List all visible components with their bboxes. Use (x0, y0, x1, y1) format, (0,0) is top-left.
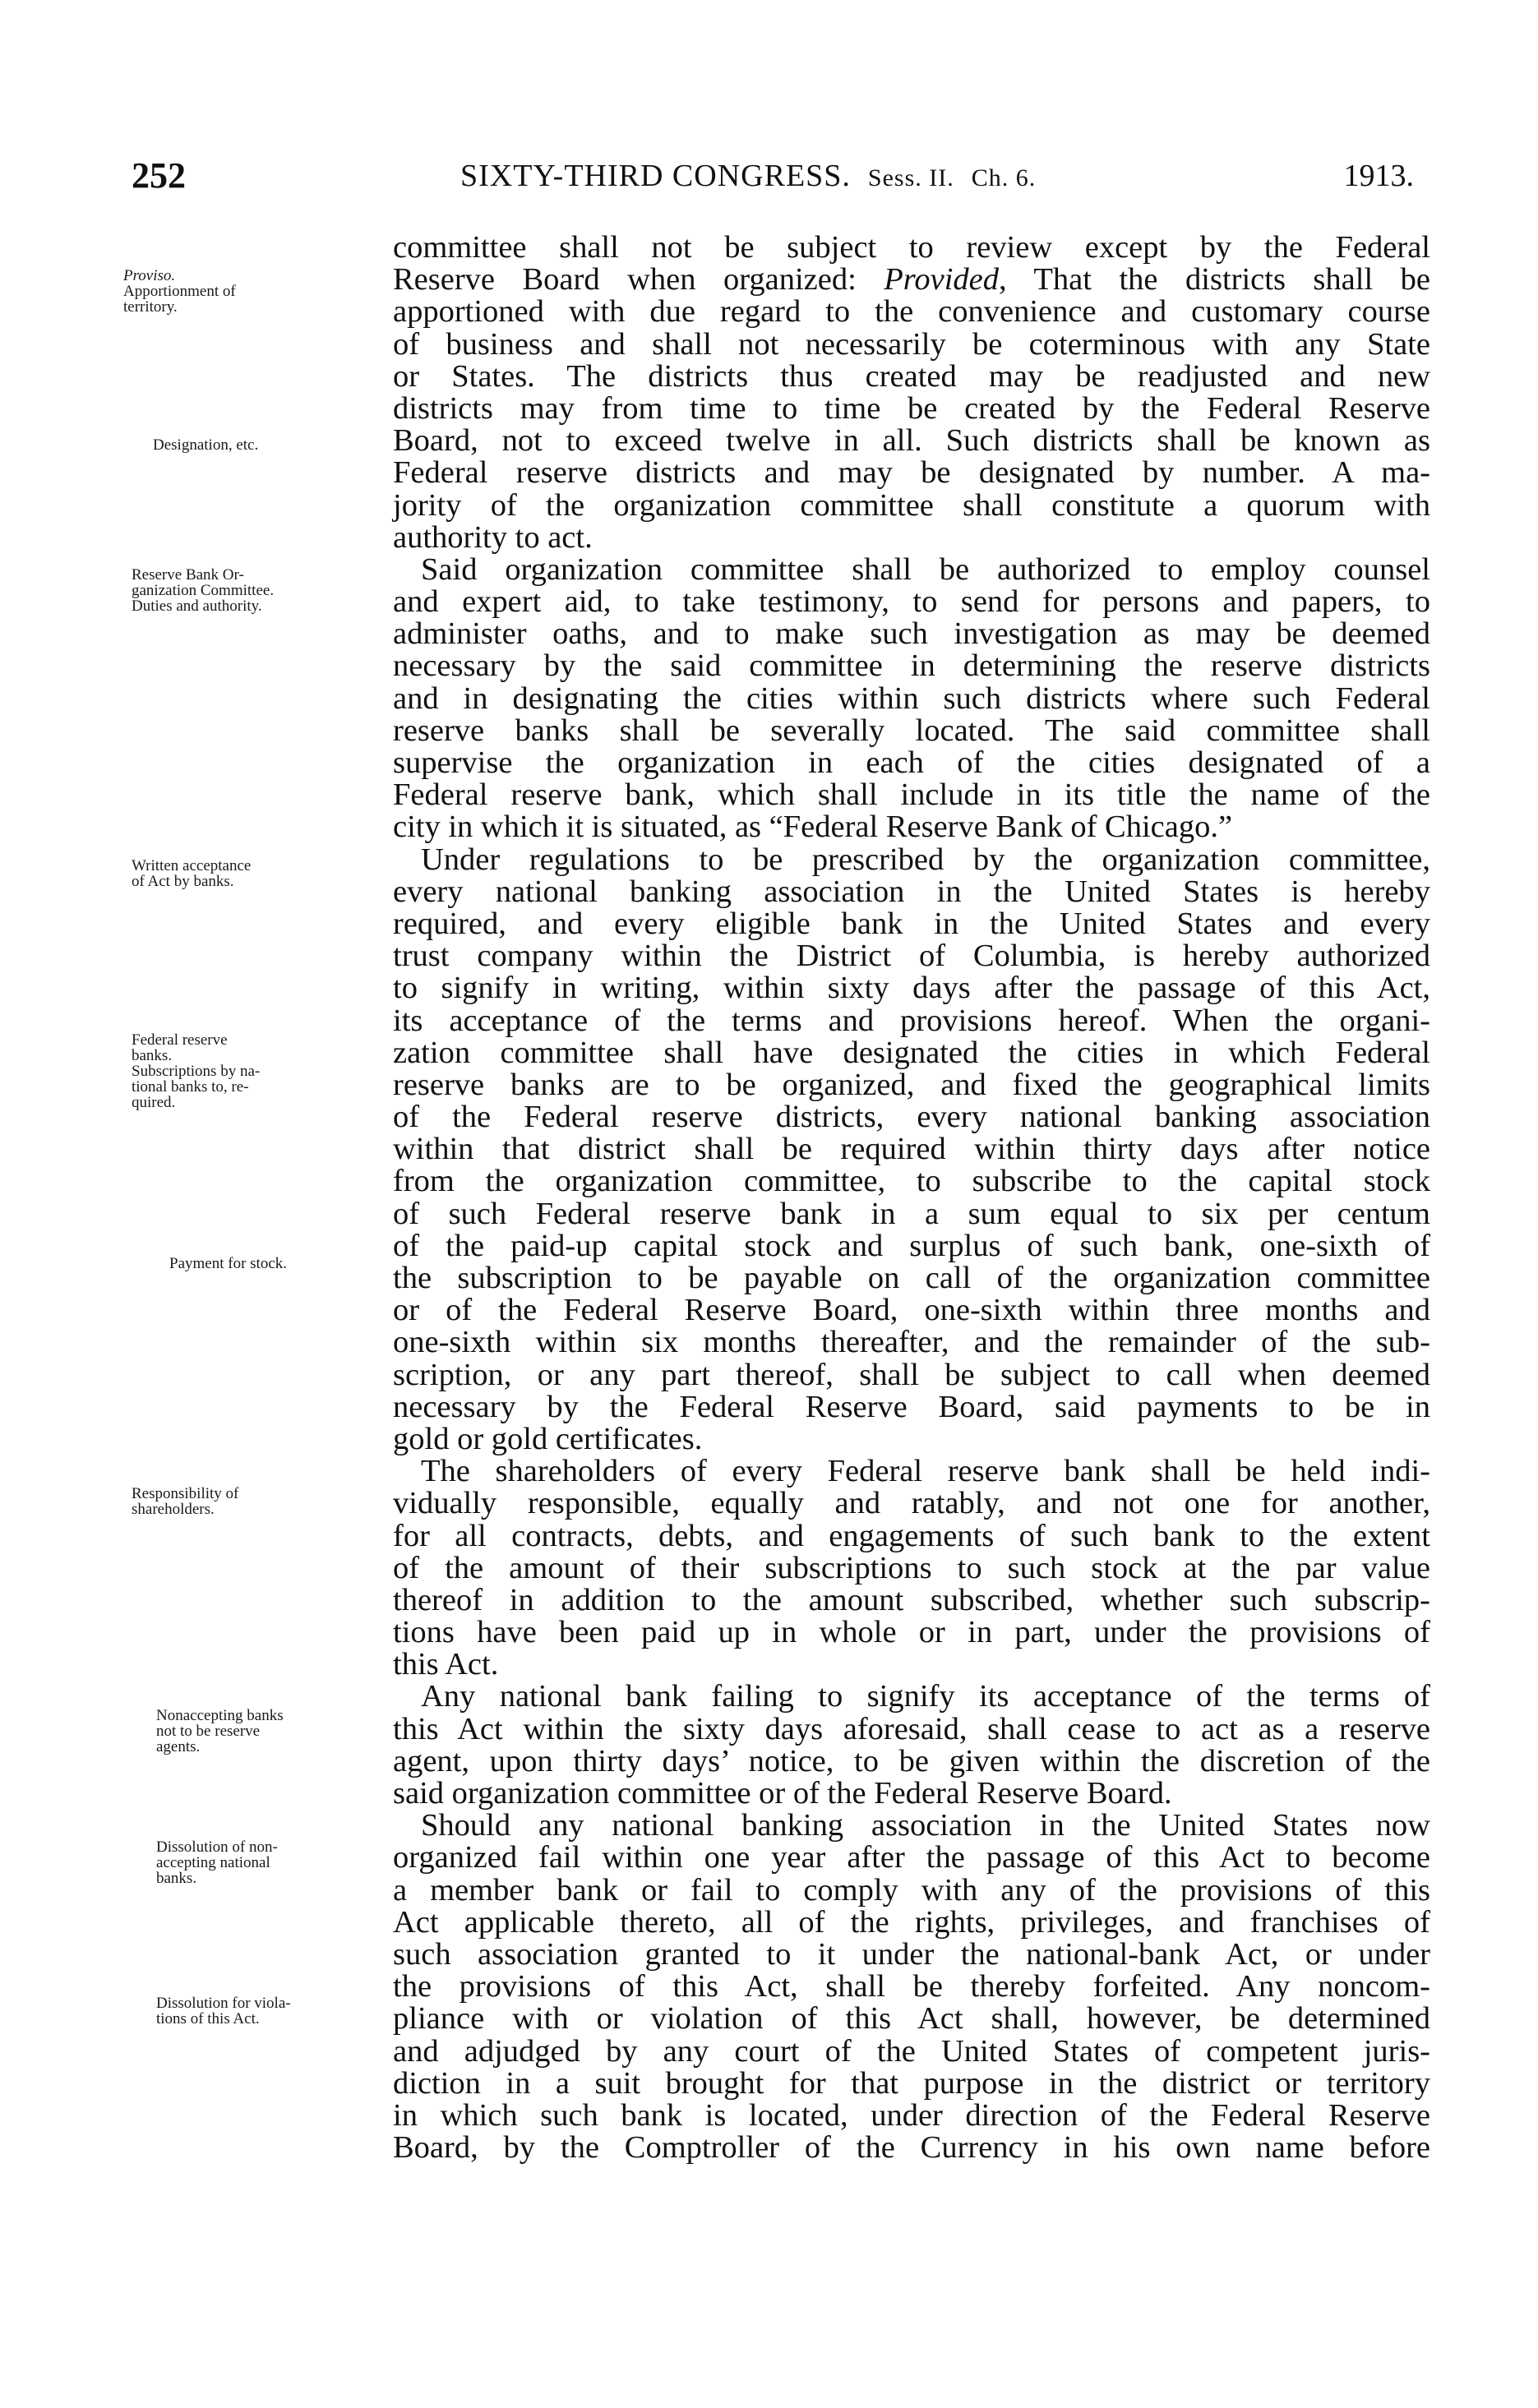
body-line: agent, upon thirty days’ notice, to be given within the discretion of the (393, 1743, 1430, 1778)
body-line: this Act. (393, 1647, 499, 1682)
body-line: to signify in writing, within sixty days after the passage of this Act, (393, 971, 1430, 1006)
body-line: administer oaths, and to make such investigation as may be deemed (393, 616, 1430, 652)
margin-note-line: Responsibility of (132, 1485, 239, 1502)
body-line: thereof in addition to the amount subscribed, whether such subscrip- (393, 1582, 1430, 1617)
body-line: supervise the organization in each of the cities designated of a (393, 745, 1430, 780)
body-line: of such Federal reserve bank in a sum equal to six per centum (393, 1196, 1430, 1231)
margin-note-reserve-bank (132, 567, 378, 614)
margin-note-federal-reserve (132, 1032, 378, 1110)
margin-note-line: tional banks to, re- (132, 1078, 249, 1096)
body-line: said organization committee or of the Federal Reserve Board. (393, 1776, 1172, 1811)
margin-note-line: Written acceptance (132, 857, 252, 874)
body-line: Federal reserve districts and may be designated by number. A ma- (393, 455, 1430, 491)
margin-note-line: agents. (156, 1738, 201, 1755)
body-line: apportioned with due regard to the convenience and customary course (393, 294, 1430, 330)
body-line: city in which it is situated, as “Federal Reserve Bank of Chicago.” (393, 810, 1233, 845)
margin-note-line: Subscriptions by na- (132, 1063, 261, 1080)
running-head (460, 158, 1036, 194)
margin-note-line: tions of this Act. (156, 2010, 260, 2027)
margin-note-line: Duties and authority. (132, 597, 262, 615)
margin-note-payment (169, 1256, 416, 1271)
body-line: this Act within the sixty days aforesaid, shall cease to act as a reserve (393, 1711, 1430, 1746)
body-line: necessary by the Federal Reserve Board, said payments to be in (393, 1389, 1430, 1424)
body-line: Should any national banking association in the United States now (421, 1808, 1430, 1843)
body-line: diction in a suit brought for that purpose in the district or territory (393, 2065, 1430, 2101)
body-line: for all contracts, debts, and engagements of such bank to the extent (393, 1518, 1430, 1553)
margin-note-line: territory. (123, 298, 178, 316)
margin-note-line: Dissolution for viola- (156, 1995, 291, 2012)
body-line: in which such bank is located, under direction of the Federal Reserve (393, 2097, 1430, 2133)
body-line: a member bank or fail to comply with any of the provisions of this (393, 1872, 1430, 1907)
margin-note-dissolution-nonaccepting (156, 1839, 403, 1886)
body-line: reserve banks shall be severally located. The said committee shall (393, 713, 1430, 748)
margin-note-line: Nonaccepting banks (156, 1707, 284, 1724)
body-line: Board, not to exceed twelve in all. Such districts shall be known as (393, 423, 1430, 459)
margin-note-line: quired. (132, 1094, 176, 1111)
margin-note-nonaccepting (156, 1708, 403, 1755)
body-line: zation committee shall have designated the cities in which Federal (393, 1035, 1430, 1070)
body-line: vidually responsible, equally and ratably, and not one for another, (393, 1486, 1430, 1521)
body-line: every national banking association in the United States is hereby (393, 874, 1430, 909)
margin-note-dissolution-violations (156, 1995, 403, 2027)
body-line: of business and shall not necessarily be coterminous with any State (393, 326, 1430, 362)
body-line: and adjudged by any court of the United States of competent juris- (393, 2033, 1430, 2069)
margin-note-line: not to be reserve (156, 1723, 261, 1740)
margin-note-line: Dissolution of non- (156, 1838, 278, 1856)
body-line: within that district shall be required within thirty days after notice (393, 1132, 1430, 1167)
margin-note-proviso (123, 268, 370, 315)
body-line: Said organization committee shall be authorized to employ counsel (421, 551, 1430, 587)
running-head-chapter: Ch. 6. (971, 164, 1037, 191)
running-head-year: 1913. (1343, 159, 1414, 193)
body-line: the subscription to be payable on call of the organization committee (393, 1261, 1430, 1295)
body-line: from the organization committee, to subscribe to the capital stock (393, 1164, 1430, 1199)
margin-note-line: Designation, etc. (153, 436, 259, 454)
body-line: tions have been paid up in whole or in part, under the provisions of (393, 1615, 1430, 1650)
body-line: or of the Federal Reserve Board, one-sixth within three months and (393, 1293, 1430, 1328)
body-line: one-sixth within six months thereafter, and the remainder of the sub- (393, 1325, 1430, 1360)
running-head-session: Sess. II. (867, 164, 954, 191)
body-line: committee shall not be subject to review except by the Federal (393, 230, 1430, 265)
statute-body (393, 232, 1430, 2164)
body-line: gold or gold certificates. (393, 1421, 703, 1456)
body-line: trust company within the District of Columbia, is hereby authorized (393, 939, 1430, 974)
margin-note-line: banks. (132, 1047, 173, 1064)
page-header (132, 155, 1414, 204)
body-line: districts may from time to time be created by the Federal Reserve (393, 390, 1430, 426)
body-line: The shareholders of every Federal reserve bank shall be held indi- (421, 1454, 1430, 1489)
running-head-congress: SIXTY-THIRD CONGRESS. (460, 159, 851, 193)
body-line: Reserve Board when organized: Provided, That the districts shall be (393, 262, 1430, 298)
body-line: the provisions of this Act, shall be thereby forfeited. Any noncom- (393, 1969, 1430, 2004)
body-line: Under regulations to be prescribed by the organization committee, (421, 842, 1430, 877)
body-line: and expert aid, to take testimony, to send for persons and papers, to (393, 584, 1430, 620)
margin-note-line: of Act by banks. (132, 873, 234, 890)
margin-note-designation (153, 437, 400, 453)
margin-note-line: banks. (156, 1870, 197, 1887)
body-line: of the Federal reserve districts, every national banking association (393, 1100, 1430, 1135)
body-line: Act applicable thereto, all of the rights, privileges, and franchises of (393, 1904, 1430, 1940)
body-line: or States. The districts thus created may be readjusted and new (393, 358, 1430, 394)
margin-note-responsibility (132, 1486, 378, 1517)
body-line: pliance with or violation of this Act shall, however, be determined (393, 2001, 1430, 2037)
body-line: such association granted to it under the national-bank Act, or under (393, 1936, 1430, 1972)
body-line: its acceptance of the terms and provisions hereof. When the organi- (393, 1003, 1430, 1038)
margin-note-line: Payment for stock. (169, 1255, 288, 1272)
body-line: jority of the organization committee shall constitute a quorum with (393, 487, 1430, 523)
body-line: necessary by the said committee in determining the reserve districts (393, 648, 1430, 684)
body-line: of the paid-up capital stock and surplus of such bank, one-sixth of (393, 1228, 1430, 1263)
margin-note-line: Federal reserve (132, 1031, 228, 1049)
body-line: reserve banks are to be organized, and fixed the geographical limits (393, 1067, 1430, 1102)
body-line: Any national bank failing to signify its acceptance of the terms of (421, 1679, 1430, 1714)
body-line: organized fail within one year after the passage of this Act to become (393, 1840, 1430, 1875)
body-line: of the amount of their subscriptions to such stock at the par value (393, 1550, 1430, 1585)
body-line: required, and every eligible bank in the United States and every (393, 906, 1430, 941)
margin-note-line: accepting national (156, 1854, 270, 1871)
body-line: and in designating the cities within such districts where such Federal (393, 680, 1430, 716)
margin-note-line: shareholders. (132, 1501, 215, 1518)
body-line: authority to act. (393, 519, 593, 555)
margin-note-line: Apportionment of (123, 283, 236, 300)
page-number: 252 (132, 155, 186, 196)
margin-note-line: Proviso. (123, 267, 176, 284)
body-line: Federal reserve bank, which shall include in its title the name of the (393, 777, 1430, 813)
body-line: scription, or any part thereof, shall be subject to call when deemed (393, 1357, 1430, 1392)
proviso-word: Provided (884, 262, 999, 298)
margin-note-line: ganization Committee. (132, 582, 275, 599)
margin-note-written-acceptance (132, 858, 378, 889)
margin-note-line: Reserve Bank Or- (132, 566, 244, 584)
body-line: Board, by the Comptroller of the Currency in his own name before (393, 2130, 1430, 2166)
